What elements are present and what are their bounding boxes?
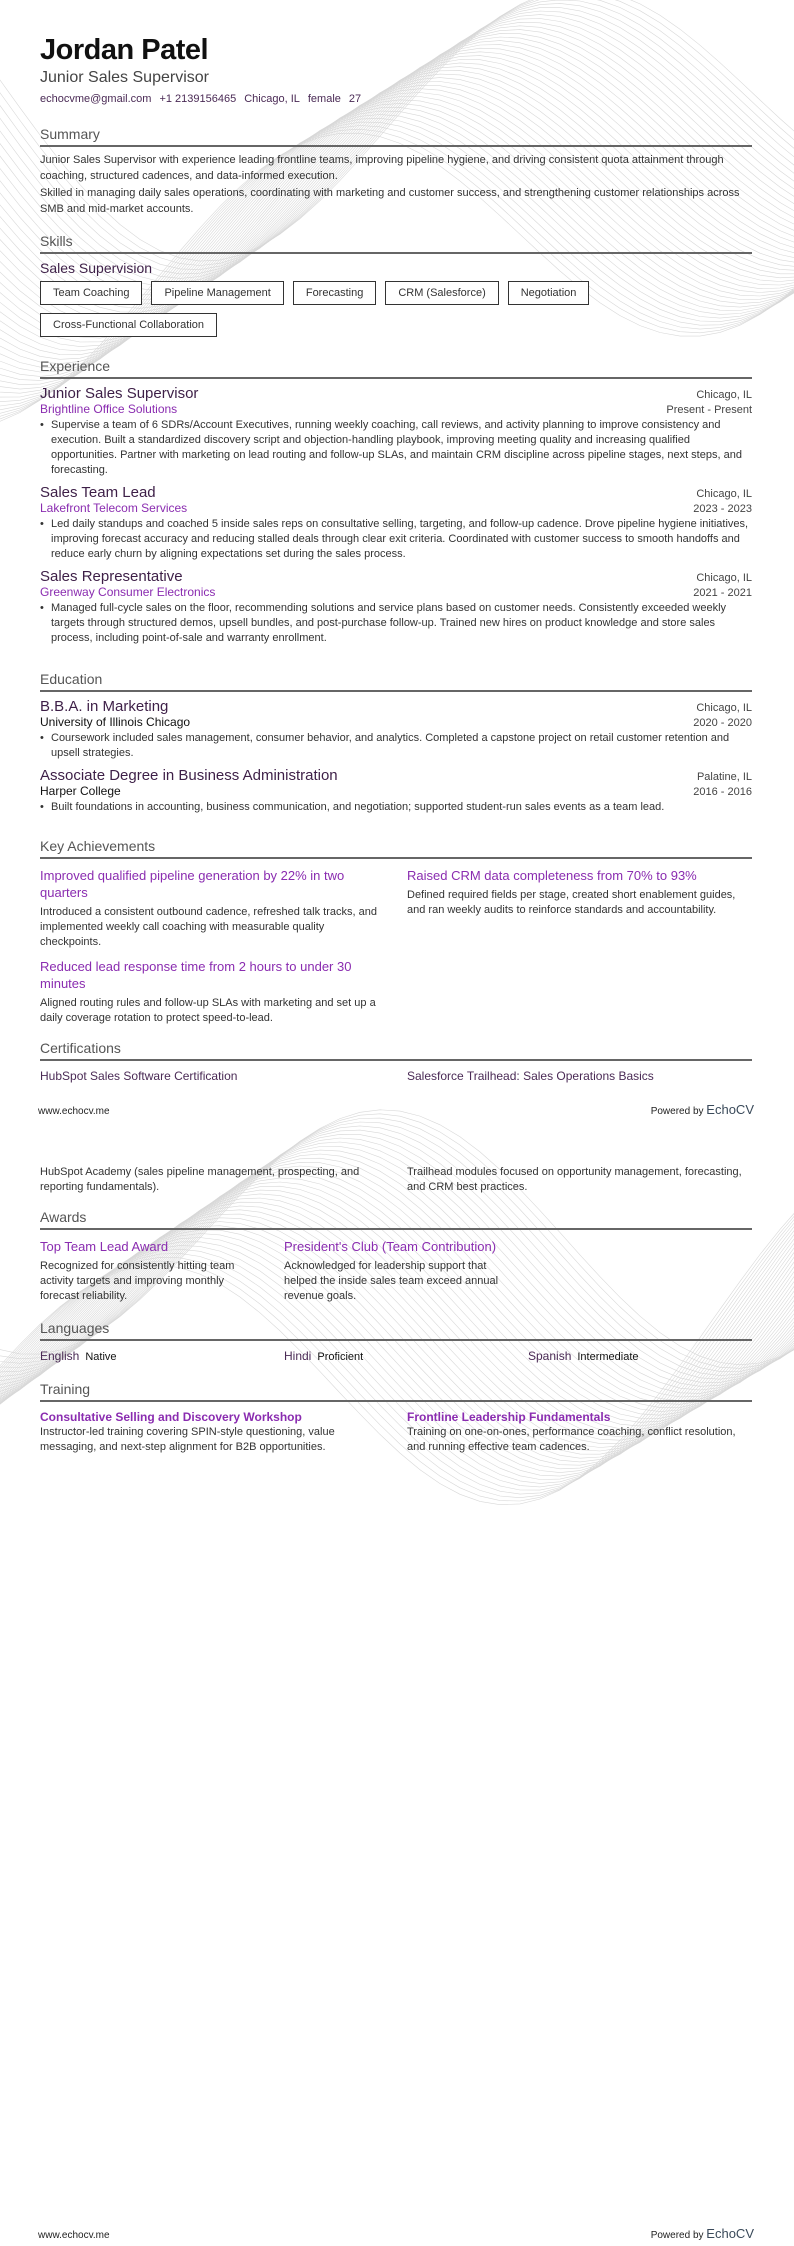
resume-header [40, 34, 752, 105]
training-title: Consultative Selling and Discovery Workshop [40, 1410, 302, 1424]
page-footer [38, 2226, 754, 2241]
job-location: Chicago, IL [696, 572, 752, 584]
location: Chicago, IL [244, 93, 300, 105]
language-name: Hindi [284, 1349, 312, 1363]
degree: B.B.A. in Marketing [40, 698, 169, 715]
training-desc: Training on one-on-ones, performance coaching, conflict resolution, and running effective team cadences. [407, 1426, 736, 1453]
job-dates: 2023 - 2023 [693, 503, 752, 515]
award-desc: Recognized for consistently hitting team activity targets and improving monthly forecast reliability. [40, 1260, 235, 1302]
award-item [40, 1230, 264, 1304]
language-level: Proficient [317, 1351, 364, 1363]
achievement-title: Raised CRM data completeness from 70% to 93% [407, 868, 697, 883]
job-title: Sales Representative [40, 568, 183, 585]
achievement-item [40, 859, 385, 950]
certification-desc: Trailhead modules focused on opportunity management, forecasting, and CRM best practices. [407, 1166, 742, 1193]
job-entry [40, 568, 752, 646]
section-heading: Awards [40, 1209, 752, 1230]
company-name: Brightline Office Solutions [40, 402, 178, 416]
school-location: Palatine, IL [696, 771, 752, 783]
training-title: Frontline Leadership Fundamentals [407, 1410, 611, 1424]
training-item [407, 1402, 752, 1455]
email[interactable]: echocvme@gmail.com [40, 93, 152, 105]
achievement-desc: Aligned routing rules and follow-up SLAs with marketing and set up a daily coverage rotation to protect speed-to-lead. [40, 997, 376, 1024]
school-name: Harper College [40, 784, 121, 798]
job-title: Sales Team Lead [40, 484, 156, 501]
candidate-name: Jordan Patel [40, 34, 209, 66]
job-bullet: • Led daily standups and coached 5 inside sales reps on consultative selling, targeting, and follow-up cadence. Drove pipeline hygiene initiatives, improving forecast accuracy and reducing stalled deals through clear exit criteria. Coordinated with customer success to smooth handoffs and reduce early churn by aligning expectations set during the sales process. [40, 517, 752, 562]
brand-logo[interactable]: EchoCV [706, 1102, 754, 1117]
achievement-item [407, 859, 752, 950]
training-desc: Instructor-led training covering SPIN-style questioning, value messaging, and next-step alignment for B2B opportunities. [40, 1426, 335, 1453]
gender: female [307, 93, 341, 105]
section-heading: Certifications [40, 1040, 752, 1061]
job-entry [40, 484, 752, 562]
job-bullet: • Managed full-cycle sales on the floor, recommending solutions and service plans based on customer needs. Consistently exceeded weekly targets through structured demos, upsell bundles, and post-purchase follow-up. Trained new hires on product knowledge and store sales process, including point-of-sale and warranty enrollment. [40, 601, 752, 646]
language-name: Spanish [528, 1349, 572, 1363]
skill-tags [40, 281, 752, 337]
section-heading: Training [40, 1381, 752, 1402]
company-name: Greenway Consumer Electronics [40, 585, 216, 599]
company-name: Lakefront Telecom Services [40, 501, 188, 515]
summary-paragraph: Skilled in managing daily sales operations, coordinating with marketing and customer success, and strengthening customer relationships across SMB and mid-market accounts. [40, 187, 740, 215]
job-title: Junior Sales Supervisor [40, 385, 199, 402]
job-bullet: • Supervise a team of 6 SDRs/Account Executives, running weekly coaching, call reviews, and activity planning to improve consistency and execution. Built a standardized discovery script and objection-handling playbook, improving meeting quality and increasing qualified opportunities. Partner with marketing on lead routing and follow-up SLAs, and maintain CRM discipline across pipeline stages, next steps, and forecasting. [40, 418, 752, 478]
achievement-desc: Defined required fields per stage, created short enablement guides, and ran weekly audits to reinforce standards and accountability. [407, 889, 736, 916]
section-heading: Education [40, 671, 752, 692]
education-bullet: • Coursework included sales management, consumer behavior, and analytics. Completed a capstone project on retail customer retention and upsell strategies. [40, 731, 752, 761]
achievement-title: Reduced lead response time from 2 hours to under 30 minutes [40, 959, 352, 991]
certification-desc: HubSpot Academy (sales pipeline management, prospecting, and reporting fundamentals). [40, 1166, 360, 1193]
education-dates: 2016 - 2016 [693, 786, 752, 798]
section-heading: Key Achievements [40, 838, 752, 859]
powered-by [651, 1102, 754, 1117]
languages-section [40, 1320, 752, 1365]
powered-by-label: Powered by [650, 2230, 704, 2241]
certifications-continued [40, 1161, 752, 1195]
skill-tag: CRM (Salesforce) [385, 281, 498, 305]
candidate-title: Junior Sales Supervisor [40, 69, 209, 86]
achievement-item [40, 950, 385, 1026]
school-name: University of Illinois Chicago [40, 715, 191, 729]
skill-tag: Forecasting [293, 281, 376, 305]
certification-name: Salesforce Trailhead: Sales Operations Basics [407, 1069, 654, 1083]
job-location: Chicago, IL [696, 389, 752, 401]
education-bullet: • Built foundations in accounting, business communication, and negotiation; supported student-run sales events as a team lead. [40, 800, 752, 815]
footer-url[interactable]: www.echocv.me [38, 2230, 110, 2241]
award-title: Top Team Lead Award [40, 1239, 169, 1254]
school-location: Chicago, IL [696, 702, 752, 714]
language-item [40, 1347, 264, 1365]
section-heading: Summary [40, 126, 752, 147]
skill-tag: Negotiation [508, 281, 590, 305]
experience-section [40, 358, 752, 646]
summary-paragraph: Junior Sales Supervisor with experience leading frontline teams, improving pipeline hygiene, and driving consistent quota attainment through coaching, structured cadences, and data-informed execution. [40, 154, 724, 182]
footer-url[interactable]: www.echocv.me [38, 1106, 110, 1117]
job-location: Chicago, IL [696, 488, 752, 500]
skills-section [40, 233, 752, 337]
page-footer [38, 1102, 754, 1117]
awards-section [40, 1209, 752, 1304]
education-entry [40, 767, 752, 815]
skill-tag: Pipeline Management [151, 281, 283, 305]
education-section [40, 671, 752, 815]
language-name: English [40, 1349, 80, 1363]
section-heading: Experience [40, 358, 752, 379]
job-dates: Present - Present [666, 404, 752, 416]
job-entry [40, 385, 752, 478]
education-dates: 2020 - 2020 [693, 717, 752, 729]
achievements-section [40, 838, 752, 1026]
section-heading: Languages [40, 1320, 752, 1341]
training-section [40, 1381, 752, 1455]
award-desc: Acknowledged for leadership support that helped the inside sales team exceed annual revenue goals. [284, 1260, 499, 1302]
degree: Associate Degree in Business Administration [40, 767, 338, 784]
powered-by-label: Powered by [650, 1106, 704, 1117]
age: 27 [348, 93, 362, 105]
certifications-section [40, 1040, 752, 1083]
language-level: Intermediate [577, 1351, 639, 1363]
brand-logo[interactable]: EchoCV [706, 2226, 754, 2241]
award-item [284, 1230, 508, 1304]
language-item [528, 1347, 752, 1365]
achievement-desc: Introduced a consistent outbound cadence, refreshed talk tracks, and implemented weekly call coaching with measurable quality checkpoints. [40, 906, 377, 948]
certification-name: HubSpot Sales Software Certification [40, 1069, 238, 1083]
section-heading: Skills [40, 233, 752, 254]
skill-group-title: Sales Supervision [40, 260, 153, 276]
phone: +1 2139156465 [159, 93, 237, 105]
training-item [40, 1402, 385, 1455]
job-dates: 2021 - 2021 [693, 587, 752, 599]
language-item [284, 1347, 508, 1365]
skill-tag: Team Coaching [40, 281, 142, 305]
education-entry [40, 698, 752, 761]
skill-tag: Cross-Functional Collaboration [40, 313, 217, 337]
contact-info [40, 93, 752, 105]
award-title: President's Club (Team Contribution) [284, 1239, 497, 1254]
achievement-title: Improved qualified pipeline generation by 22% in two quarters [40, 868, 345, 900]
powered-by [651, 2226, 754, 2241]
language-level: Native [85, 1351, 117, 1363]
summary-section [40, 126, 752, 217]
